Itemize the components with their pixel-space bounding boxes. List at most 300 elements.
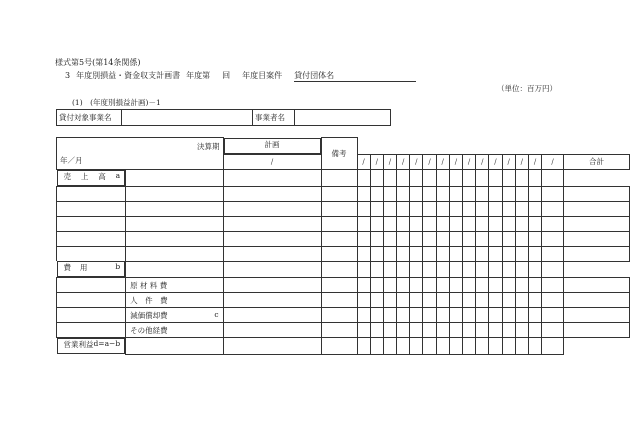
form-heading: [65, 72, 416, 82]
period-cell[interactable]: /: [542, 154, 564, 169]
indent-cell: [57, 216, 126, 231]
period-value-cell[interactable]: [370, 169, 383, 186]
notes-cell[interactable]: [563, 186, 629, 201]
period-value-cell[interactable]: [321, 338, 357, 355]
period-cell[interactable]: /: [357, 154, 370, 169]
total-value-cell[interactable]: [542, 201, 564, 216]
period-value-cell[interactable]: [476, 201, 489, 216]
period-value-cell[interactable]: [410, 261, 423, 278]
period-value-cell[interactable]: [397, 323, 410, 338]
period-value-cell[interactable]: [528, 323, 541, 338]
period-value-cell[interactable]: [397, 278, 410, 293]
period-value-cell[interactable]: [223, 323, 321, 338]
op-char-2: 業: [71, 340, 79, 349]
sales-detail-row: [57, 201, 630, 216]
notes-cell[interactable]: [563, 278, 629, 293]
period-value-cell[interactable]: [383, 201, 396, 216]
period-value-cell[interactable]: [397, 231, 410, 246]
costs-char-2: 用: [79, 263, 88, 272]
settlement-header: [57, 138, 224, 170]
period-value-cell[interactable]: [321, 246, 357, 261]
period-value-cell[interactable]: [410, 278, 423, 293]
period-value-cell[interactable]: [449, 308, 462, 323]
period-value-cell[interactable]: [357, 231, 370, 246]
cost-item-label: その他経費: [126, 323, 223, 338]
period-value-cell[interactable]: [423, 201, 436, 216]
depreciation-suffix: c: [214, 309, 219, 319]
period-value-cell[interactable]: [223, 308, 321, 323]
indent-cell: [57, 186, 126, 201]
period-value-cell[interactable]: [223, 169, 321, 186]
period-value-cell[interactable]: [489, 323, 502, 338]
notes-cell[interactable]: [542, 169, 564, 186]
period-value-cell[interactable]: [463, 201, 476, 216]
period-value-cell[interactable]: [476, 338, 489, 355]
period-value-cell[interactable]: [463, 261, 476, 278]
sales-detail-row: [57, 186, 630, 201]
total-value-cell[interactable]: [542, 246, 564, 261]
period-value-cell[interactable]: [126, 338, 223, 355]
period-value-cell[interactable]: [410, 246, 423, 261]
period-cell[interactable]: /: [397, 154, 410, 169]
period-value-cell[interactable]: [410, 293, 423, 308]
period-value-cell[interactable]: [321, 231, 357, 246]
period-value-cell[interactable]: [357, 308, 370, 323]
plan-header: [224, 138, 321, 154]
sales-char-1: 売: [63, 171, 71, 181]
period-value-cell[interactable]: [502, 323, 515, 338]
period-value-cell[interactable]: [489, 261, 502, 278]
period-value-cell[interactable]: [410, 201, 423, 216]
notes-cell[interactable]: [563, 293, 629, 308]
period-value-cell[interactable]: [410, 231, 423, 246]
target-business-field[interactable]: [122, 110, 253, 126]
period-value-cell[interactable]: [383, 308, 396, 323]
period-cell[interactable]: /: [463, 154, 476, 169]
period-value-cell[interactable]: [423, 216, 436, 231]
period-value-cell[interactable]: [436, 338, 449, 355]
period-value-cell[interactable]: [515, 231, 528, 246]
period-value-cell[interactable]: [515, 246, 528, 261]
period-value-cell[interactable]: [515, 261, 528, 278]
operator-field[interactable]: [295, 110, 391, 126]
period-value-cell[interactable]: [436, 246, 449, 261]
period-cell[interactable]: /: [410, 154, 423, 169]
heading-group-label: 貸付団体名: [294, 71, 335, 80]
period-value-cell[interactable]: [321, 323, 357, 338]
period-value-cell[interactable]: [370, 338, 383, 355]
period-value-cell[interactable]: [383, 293, 396, 308]
period-value-cell[interactable]: [436, 231, 449, 246]
period-value-cell[interactable]: [528, 216, 541, 231]
period-value-cell[interactable]: [528, 293, 541, 308]
period-cell[interactable]: /: [528, 154, 541, 169]
sales-item-field[interactable]: [126, 231, 223, 246]
section-title: (1) (年度別損益計画)－1: [72, 98, 161, 107]
sales-item-field[interactable]: [126, 201, 223, 216]
period-cell[interactable]: /: [449, 154, 462, 169]
period-value-cell[interactable]: [449, 186, 462, 201]
period-value-cell[interactable]: [321, 216, 357, 231]
period-value-cell[interactable]: [489, 246, 502, 261]
period-cell[interactable]: /: [489, 154, 502, 169]
period-value-cell[interactable]: [370, 216, 383, 231]
period-value-cell[interactable]: [502, 201, 515, 216]
period-value-cell[interactable]: [463, 308, 476, 323]
period-value-cell[interactable]: [476, 293, 489, 308]
notes-cell[interactable]: [563, 201, 629, 216]
period-value-cell[interactable]: [383, 246, 396, 261]
sales-item-field[interactable]: [126, 246, 223, 261]
costs-char-1: 費: [63, 263, 71, 272]
indent-cell: [57, 308, 126, 323]
period-value-cell[interactable]: [321, 278, 357, 293]
notes-cell[interactable]: [563, 231, 629, 246]
total-value-cell[interactable]: [542, 186, 564, 201]
period-value-cell[interactable]: [423, 186, 436, 201]
period-value-cell[interactable]: [423, 169, 436, 186]
period-value-cell[interactable]: [423, 261, 436, 278]
period-value-cell[interactable]: [410, 308, 423, 323]
period-value-cell[interactable]: [223, 216, 321, 231]
notes-cell[interactable]: [563, 323, 629, 338]
period-cell[interactable]: /: [383, 154, 396, 169]
period-value-cell[interactable]: [397, 216, 410, 231]
period-value-cell[interactable]: [423, 278, 436, 293]
period-value-cell[interactable]: [423, 293, 436, 308]
plan-right-label: 画: [272, 139, 280, 149]
period-value-cell[interactable]: [502, 246, 515, 261]
period-value-cell[interactable]: [436, 308, 449, 323]
period-value-cell[interactable]: [449, 246, 462, 261]
cost-item-label: 原 材 料 費: [126, 278, 223, 293]
period-value-cell[interactable]: [357, 278, 370, 293]
period-value-cell[interactable]: [449, 293, 462, 308]
period-value-cell[interactable]: [423, 338, 436, 355]
period-value-cell[interactable]: [321, 186, 357, 201]
indent-cell: [57, 201, 126, 216]
period-value-cell[interactable]: [357, 201, 370, 216]
period-value-cell[interactable]: [357, 293, 370, 308]
period-value-cell[interactable]: [397, 169, 410, 186]
notes-header: [321, 138, 357, 170]
period-value-cell[interactable]: [528, 246, 541, 261]
period-value-cell[interactable]: [423, 246, 436, 261]
period-value-cell[interactable]: [436, 261, 449, 278]
period-value-cell[interactable]: [476, 323, 489, 338]
indent-cell: [57, 278, 126, 293]
total-value-cell[interactable]: [528, 169, 541, 186]
period-value-cell[interactable]: [370, 323, 383, 338]
period-value-cell[interactable]: [410, 323, 423, 338]
period-value-cell[interactable]: [397, 201, 410, 216]
period-value-cell[interactable]: [502, 338, 515, 355]
period-value-cell[interactable]: [515, 308, 528, 323]
period-value-cell[interactable]: [397, 186, 410, 201]
period-value-cell[interactable]: [383, 169, 396, 186]
period-value-cell[interactable]: [502, 169, 515, 186]
costs-row: [57, 261, 630, 278]
period-value-cell[interactable]: [463, 169, 476, 186]
period-value-cell[interactable]: [223, 186, 321, 201]
period-cell[interactable]: /: [223, 154, 321, 169]
period-value-cell[interactable]: [383, 338, 396, 355]
period-cell[interactable]: /: [476, 154, 489, 169]
period-value-cell[interactable]: [502, 231, 515, 246]
period-value-cell[interactable]: [370, 308, 383, 323]
period-value-cell[interactable]: [223, 261, 321, 278]
period-value-cell[interactable]: [515, 293, 528, 308]
period-value-cell[interactable]: [436, 201, 449, 216]
period-value-cell[interactable]: [223, 278, 321, 293]
period-value-cell[interactable]: [370, 261, 383, 278]
period-value-cell[interactable]: [436, 186, 449, 201]
period-value-cell[interactable]: [383, 216, 396, 231]
notes-left-label: 備: [331, 148, 340, 158]
sales-row: [57, 169, 630, 186]
period-value-cell[interactable]: [489, 186, 502, 201]
period-value-cell[interactable]: [463, 186, 476, 201]
period-value-cell[interactable]: [515, 323, 528, 338]
period-value-cell[interactable]: [383, 261, 396, 278]
total-value-cell[interactable]: [542, 308, 564, 323]
period-value-cell[interactable]: [449, 169, 462, 186]
cost-item-row: [57, 293, 630, 308]
total-value-cell[interactable]: [528, 338, 541, 355]
period-value-cell[interactable]: [489, 169, 502, 186]
period-value-cell[interactable]: [383, 278, 396, 293]
period-value-cell[interactable]: [321, 308, 357, 323]
period-value-cell[interactable]: [528, 278, 541, 293]
period-value-cell[interactable]: [476, 231, 489, 246]
sales-char-2: 上: [80, 171, 89, 181]
period-value-cell[interactable]: [476, 246, 489, 261]
period-value-cell[interactable]: [223, 338, 321, 355]
period-value-cell[interactable]: [476, 216, 489, 231]
period-value-cell[interactable]: [357, 246, 370, 261]
notes-cell[interactable]: [563, 216, 629, 231]
plan-table: [56, 137, 630, 355]
period-cell[interactable]: /: [502, 154, 515, 169]
cost-item-row: [57, 308, 630, 323]
period-value-cell[interactable]: [321, 293, 357, 308]
period-value-cell[interactable]: [383, 186, 396, 201]
operating-profit-label: [57, 338, 126, 354]
period-value-cell[interactable]: [528, 231, 541, 246]
unit-label: （単位：百万円）: [497, 84, 557, 93]
period-value-cell[interactable]: [436, 216, 449, 231]
period-value-cell[interactable]: [423, 323, 436, 338]
period-value-cell[interactable]: [502, 261, 515, 278]
period-value-cell[interactable]: [370, 293, 383, 308]
period-value-cell[interactable]: [321, 201, 357, 216]
period-value-cell[interactable]: [370, 278, 383, 293]
total-value-cell[interactable]: [542, 216, 564, 231]
period-value-cell[interactable]: [357, 216, 370, 231]
op-char-4: 益: [86, 340, 94, 349]
period-value-cell[interactable]: [223, 231, 321, 246]
period-value-cell[interactable]: [489, 201, 502, 216]
period-value-cell[interactable]: [126, 169, 223, 186]
period-value-cell[interactable]: [436, 293, 449, 308]
period-value-cell[interactable]: [489, 278, 502, 293]
period-value-cell[interactable]: [489, 216, 502, 231]
period-value-cell[interactable]: [463, 323, 476, 338]
period-value-cell[interactable]: [449, 216, 462, 231]
op-char-1: 営: [63, 340, 71, 349]
period-value-cell[interactable]: [436, 323, 449, 338]
period-value-cell[interactable]: [476, 308, 489, 323]
year-month-label: 年／月: [60, 155, 83, 165]
period-cell[interactable]: /: [436, 154, 449, 169]
sales-item-field[interactable]: [126, 186, 223, 201]
period-value-cell[interactable]: [410, 216, 423, 231]
heading-number: 3: [65, 71, 71, 80]
period-value-cell[interactable]: [223, 201, 321, 216]
sales-detail-row: [57, 231, 630, 246]
heading-title: 年度別損益・資金収支計画書: [76, 71, 181, 80]
target-business-label: 貸付対象事業名: [57, 110, 122, 126]
period-value-cell[interactable]: [423, 308, 436, 323]
period-value-cell[interactable]: [449, 338, 462, 355]
period-value-cell[interactable]: [357, 261, 370, 278]
period-value-cell[interactable]: [126, 261, 223, 278]
period-value-cell[interactable]: [370, 201, 383, 216]
operating-profit-row: [57, 338, 630, 355]
total-value-cell[interactable]: [542, 323, 564, 338]
period-value-cell[interactable]: [436, 169, 449, 186]
period-value-cell[interactable]: [449, 201, 462, 216]
period-value-cell[interactable]: [410, 186, 423, 201]
sales-detail-row: [57, 216, 630, 231]
indent-cell: [57, 293, 126, 308]
period-value-cell[interactable]: [370, 186, 383, 201]
cost-item-label: 人 件 費: [126, 293, 223, 308]
costs-label: [57, 261, 126, 277]
notes-cell[interactable]: [542, 338, 564, 355]
period-value-cell[interactable]: [397, 338, 410, 355]
sales-suffix: a: [115, 170, 121, 180]
sales-detail-row: [57, 246, 630, 261]
period-value-cell[interactable]: [476, 186, 489, 201]
period-value-cell[interactable]: [463, 278, 476, 293]
period-value-cell[interactable]: [476, 278, 489, 293]
info-table: [56, 109, 391, 126]
heading-round-label: 回: [222, 71, 231, 80]
period-value-cell[interactable]: [515, 186, 528, 201]
indent-cell: [57, 231, 126, 246]
period-value-cell[interactable]: [383, 323, 396, 338]
total-label: 合計: [563, 154, 629, 169]
period-value-cell[interactable]: [357, 169, 370, 186]
total-value-cell[interactable]: [542, 293, 564, 308]
period-value-cell[interactable]: [515, 216, 528, 231]
period-cell[interactable]: /: [515, 154, 528, 169]
period-value-cell[interactable]: [502, 308, 515, 323]
notes-cell[interactable]: [542, 261, 564, 278]
period-value-cell[interactable]: [370, 231, 383, 246]
heading-year-label: 年度第: [186, 71, 211, 80]
period-value-cell[interactable]: [489, 231, 502, 246]
period-value-cell[interactable]: [397, 246, 410, 261]
period-value-cell[interactable]: [515, 169, 528, 186]
total-value-cell[interactable]: [528, 261, 541, 278]
period-value-cell[interactable]: [489, 308, 502, 323]
period-value-cell[interactable]: [436, 278, 449, 293]
period-value-cell[interactable]: [502, 278, 515, 293]
notes-cell[interactable]: [563, 246, 629, 261]
period-value-cell[interactable]: [423, 231, 436, 246]
period-value-cell[interactable]: [502, 293, 515, 308]
form-number: 様式第5号(第14条関係): [55, 58, 141, 67]
period-value-cell[interactable]: [515, 278, 528, 293]
period-value-cell[interactable]: [476, 261, 489, 278]
operator-label: 事業者名: [253, 110, 295, 126]
period-value-cell[interactable]: [397, 261, 410, 278]
period-value-cell[interactable]: [502, 186, 515, 201]
period-cell[interactable]: /: [370, 154, 383, 169]
period-value-cell[interactable]: [397, 293, 410, 308]
period-value-cell[interactable]: [463, 246, 476, 261]
period-value-cell[interactable]: [449, 261, 462, 278]
period-value-cell[interactable]: [321, 261, 357, 278]
indent-cell: [57, 323, 126, 338]
total-value-cell[interactable]: [542, 278, 564, 293]
period-value-cell[interactable]: [357, 323, 370, 338]
period-value-cell[interactable]: [370, 246, 383, 261]
op-formula: d=a−b: [93, 339, 121, 348]
period-value-cell[interactable]: [397, 308, 410, 323]
period-value-cell[interactable]: [449, 323, 462, 338]
period-value-cell[interactable]: [463, 293, 476, 308]
period-cell[interactable]: /: [423, 154, 436, 169]
period-value-cell[interactable]: [528, 201, 541, 216]
period-value-cell[interactable]: [357, 338, 370, 355]
period-value-cell[interactable]: [463, 338, 476, 355]
period-value-cell[interactable]: [463, 231, 476, 246]
period-value-cell[interactable]: [410, 338, 423, 355]
period-value-cell[interactable]: [502, 216, 515, 231]
total-value-cell[interactable]: [542, 231, 564, 246]
period-value-cell[interactable]: [528, 308, 541, 323]
period-value-cell[interactable]: [321, 169, 357, 186]
period-value-cell[interactable]: [528, 186, 541, 201]
period-value-cell[interactable]: [383, 231, 396, 246]
period-value-cell[interactable]: [489, 338, 502, 355]
sales-char-3: 高: [98, 171, 106, 181]
period-value-cell[interactable]: [223, 246, 321, 261]
notes-cell[interactable]: [563, 308, 629, 323]
period-value-cell[interactable]: [449, 278, 462, 293]
sales-label: [57, 170, 126, 186]
period-value-cell[interactable]: [449, 231, 462, 246]
period-value-cell[interactable]: [515, 201, 528, 216]
heading-case-label: 年度目案件: [242, 71, 283, 80]
cost-item-label: 減価償却費: [130, 310, 168, 320]
period-value-cell[interactable]: [357, 186, 370, 201]
period-value-cell[interactable]: [476, 169, 489, 186]
sales-item-field[interactable]: [126, 216, 223, 231]
op-char-3: 利: [78, 340, 86, 349]
plan-left-label: 計: [264, 139, 273, 149]
period-value-cell[interactable]: [515, 338, 528, 355]
cost-item-row: [57, 278, 630, 293]
period-value-cell[interactable]: [463, 216, 476, 231]
period-value-cell[interactable]: [223, 293, 321, 308]
cost-item-row: [57, 323, 630, 338]
period-value-cell[interactable]: [489, 293, 502, 308]
period-value-cell[interactable]: [410, 169, 423, 186]
